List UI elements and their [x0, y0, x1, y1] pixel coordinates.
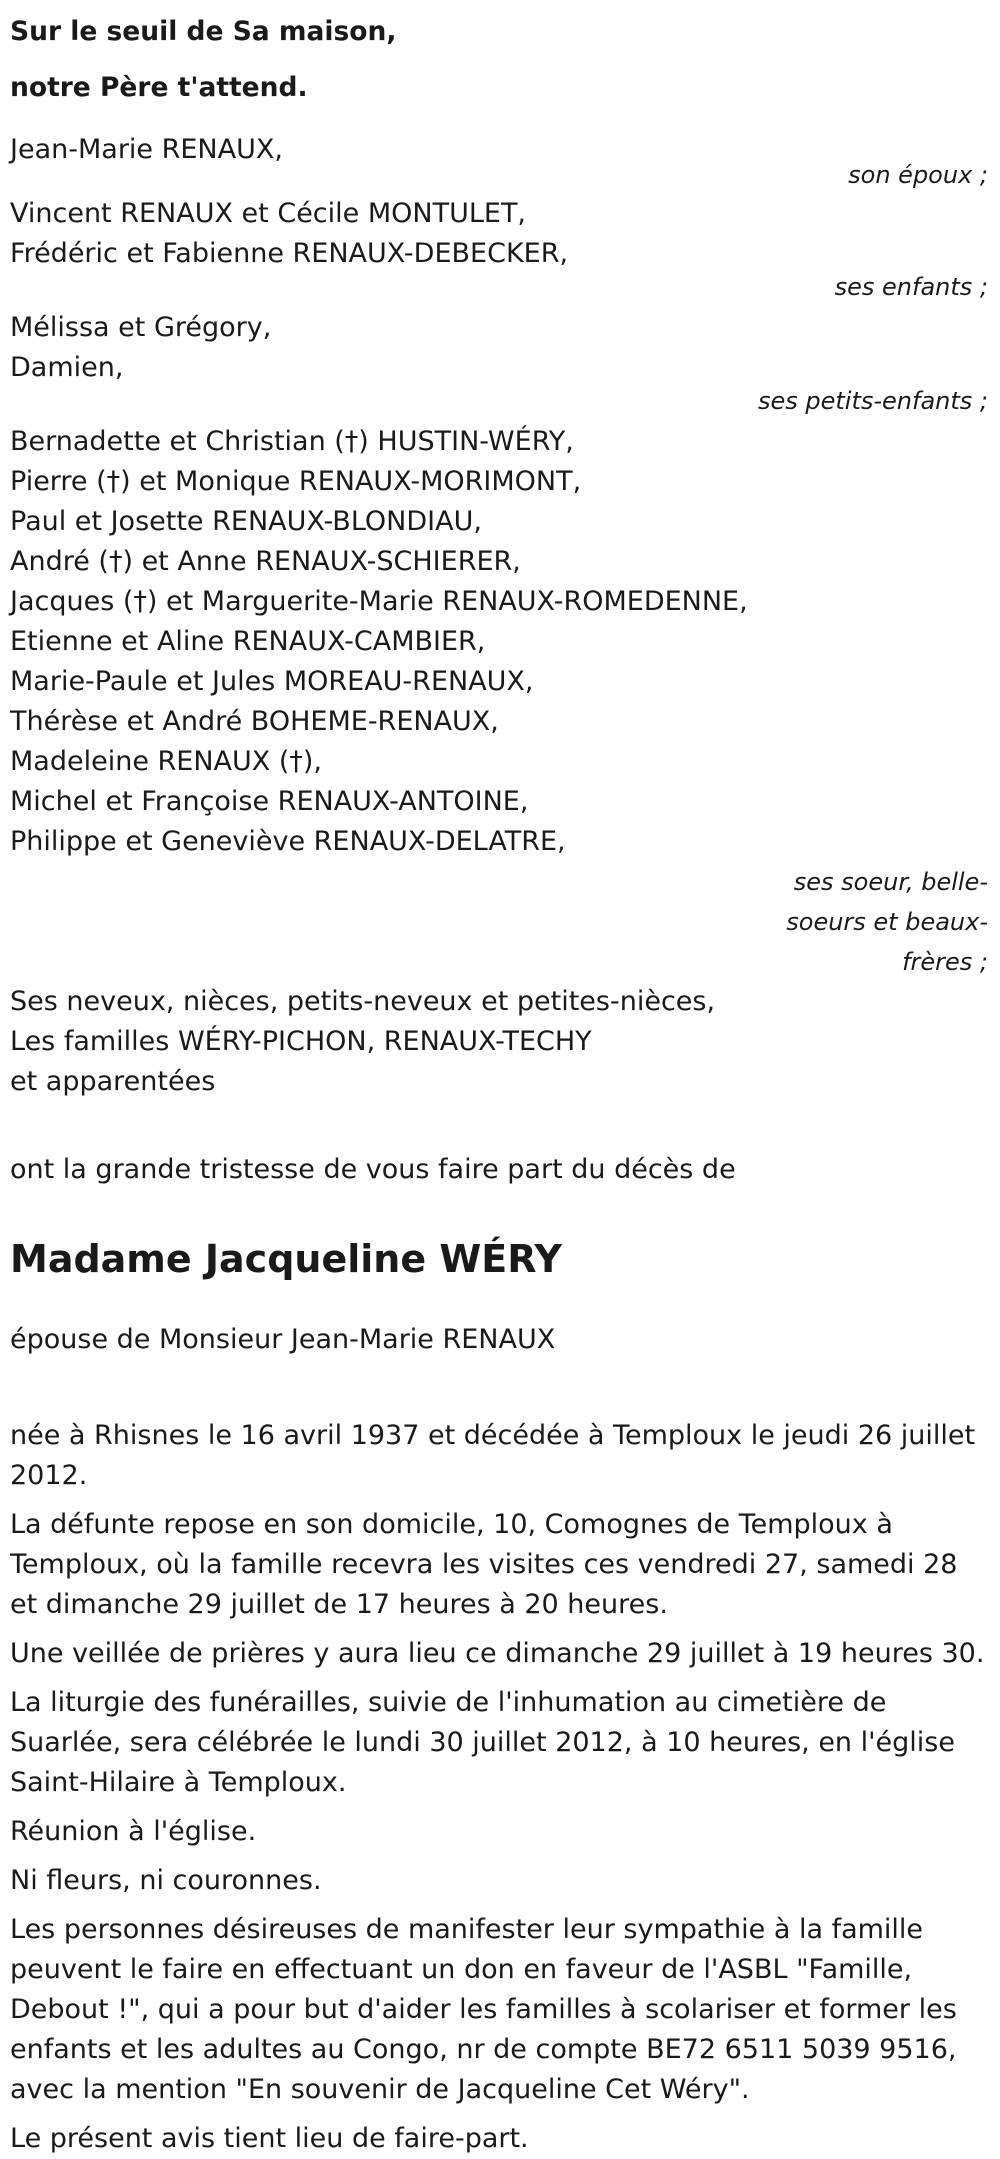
family-name-line: Jean-Marie RENAUX, [10, 134, 283, 165]
deceased-name: Madame Jacqueline WÉRY [10, 1237, 562, 1281]
relation-label: son époux ; [848, 161, 988, 189]
family-group-grandchildren [10, 308, 1000, 420]
family-name-line: Etienne et Aline RENAUX-CAMBIER, [10, 626, 486, 657]
opening-verse [10, 4, 1000, 116]
spouse-line: épouse de Monsieur Jean-Marie RENAUX [10, 1324, 556, 1355]
family-name-line: Michel et Françoise RENAUX-ANTOINE, [10, 786, 529, 817]
family-group-siblings [10, 422, 1000, 982]
family-name-line: Mélissa et Grégory, [10, 312, 272, 343]
family-name-line: Ses neveux, nièces, petits-neveux et petites-nièces, [10, 986, 716, 1017]
family-name-line: Pierre (†) et Monique RENAUX-MORIMONT, [10, 466, 582, 497]
family-name-line: Les familles WÉRY-PICHON, RENAUX-TECHY [10, 1026, 592, 1057]
family-name-line: Vincent RENAUX et Cécile MONTULET, [10, 198, 527, 229]
donation-info: Les personnes désireuses de manifester leur sympathie à la famille peuvent le faire en effectuant un don en faveur de l'ASBL "Famille, Debout !", qui a pour but d'aider les familles à scolariser et former les enfants et les adultes au Congo, nr de compte BE72 6511 5039 9516, avec la mention "En souvenir de Jacqueline Cet Wéry". [10, 1914, 957, 2105]
family-name-line: Paul et Josette RENAUX-BLONDIAU, [10, 506, 482, 537]
family-name-line: Frédéric et Fabienne RENAUX-DEBECKER, [10, 238, 569, 269]
relation-label [10, 862, 1000, 982]
family-group-children [10, 194, 1000, 306]
family-group-extended [10, 982, 1000, 1102]
family-name-line: Damien, [10, 352, 124, 383]
relation-label-line: ses soeur, belle- [793, 868, 988, 896]
family-name-line: Thérèse et André BOHEME-RENAUX, [10, 706, 499, 737]
family-name-line: Philippe et Geneviève RENAUX-DELATRE, [10, 826, 566, 857]
visitation-info: La défunte repose en son domicile, 10, Comognes de Temploux à Temploux, où la famille recevra les visites ces vendredi 27, samedi 28 et dimanche 29 juillet de 17 heures à 20 heures. [10, 1509, 958, 1620]
relation-label: ses petits-enfants ; [757, 387, 988, 415]
family-name-line: et apparentées [10, 1066, 216, 1097]
gathering-info: Réunion à l'église. [10, 1816, 257, 1847]
funeral-info: La liturgie des funérailles, suivie de l'inhumation au cimetière de Suarlée, sera célébrée le lundi 30 juillet 2012, à 10 heures, en l'église Saint-Hilaire à Temploux. [10, 1687, 955, 1798]
family-group-spouse [10, 130, 1000, 194]
family-name-line: Madeleine RENAUX (†), [10, 746, 322, 777]
vigil-info: Une veillée de prières y aura lieu ce dimanche 29 juillet à 19 heures 30. [10, 1638, 985, 1669]
family-name-line: Bernadette et Christian (†) HUSTIN-WÉRY, [10, 426, 574, 457]
verse-line-2: notre Père t'attend. [10, 72, 308, 103]
birth-death-dates: née à Rhisnes le 16 avril 1937 et décédée à Temploux le jeudi 26 juillet 2012. [10, 1420, 976, 1491]
announcement-text: ont la grande tristesse de vous faire part du décès de [10, 1154, 736, 1185]
family-name-line: André (†) et Anne RENAUX-SCHIERER, [10, 546, 521, 577]
family-name-line: Marie-Paule et Jules MOREAU-RENAUX, [10, 666, 534, 697]
relation-label-line: soeurs et beaux- [786, 908, 988, 936]
relation-label: ses enfants ; [834, 273, 988, 301]
verse-line-1: Sur le seuil de Sa maison, [10, 16, 397, 47]
family-name-line: Jacques (†) et Marguerite-Marie RENAUX-ROMEDENNE, [10, 586, 748, 617]
relation-label-line: frères ; [902, 948, 988, 976]
closing-note: Le présent avis tient lieu de faire-part. [10, 2123, 529, 2154]
no-flowers-note: Ni fleurs, ni couronnes. [10, 1865, 322, 1896]
